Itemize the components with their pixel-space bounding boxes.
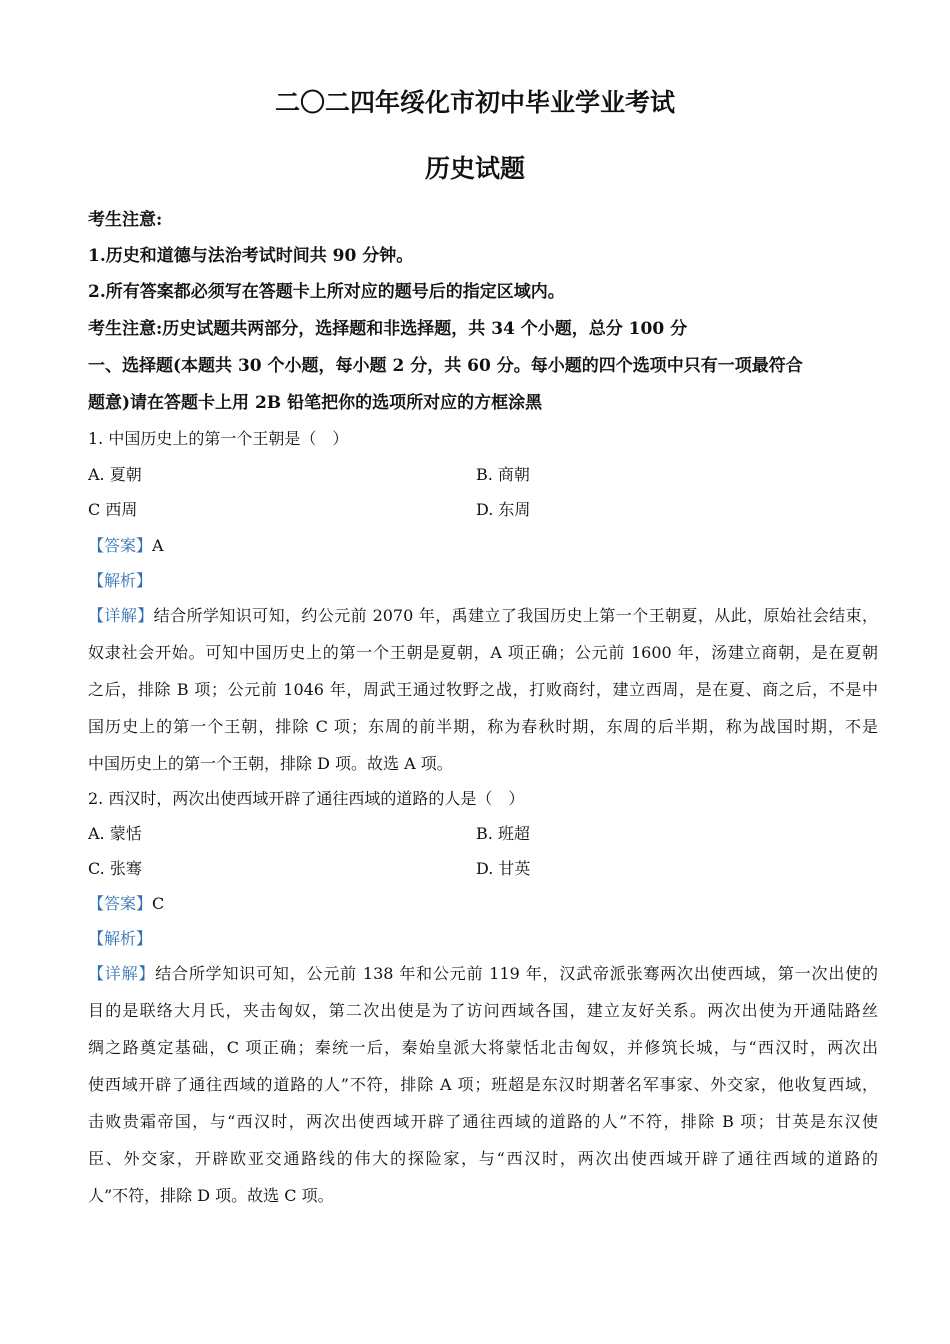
exam-title: 二〇二四年绥化市初中毕业学业考试 [274,88,675,117]
question-1-option-d: D. 东周 [476,500,531,519]
answer-value: C [152,894,165,913]
detail-label: 【详解】 [88,606,154,625]
question-2-option-d: D. 甘英 [476,859,531,878]
question-2-detail-line: 击败贵霜帝国，与“西汉时，两次出使西域开辟了通往西域的道路的人”不符，排除 B 项；甘英是东汉使 [88,1112,878,1131]
question-1-detail-line: 国历史上的第一个王朝，排除 C 项；东周的前半期，称为春秋时期，东周的后半期，称为战国时期，不是 [88,717,878,736]
question-2-detail-line: 使西域开辟了通往西域的道路的人”不符，排除 A 项；班超是东汉时期著名军事家、外交家，他收复西域， [88,1075,878,1094]
analysis-label: 【解析】 [88,929,153,948]
detail-text: 结合所学知识可知，约公元前 2070 年，禹建立了我国历史上第一个王朝夏，从此，原始社会结束， [153,606,878,625]
answer-label: 【答案】 [88,894,153,913]
subject-title: 历史试题 [424,154,525,183]
note-1: 1.历史和道德与法治考试时间共 90 分钟。 [88,246,414,266]
detail-label: 【详解】 [88,964,156,983]
question-2-answer [88,893,878,915]
notes-heading: 考生注意: [88,210,163,230]
question-2-detail-line: 人”不符，排除 D 项。故选 C 项。 [88,1186,334,1205]
question-2-analysis [88,928,878,950]
section-heading-line-2: 题意)请在答题卡上用 2B 铅笔把你的选项所对应的方框涂黑 [88,393,543,413]
question-1-option-a: A. 夏朝 [88,465,142,484]
section-heading-line-1: 一、选择题(本题共 30 个小题，每小题 2 分，共 60 分。每小题的四个选项中只有一项最符合 [88,356,803,376]
question-1-answer [88,535,878,557]
question-1-detail-line: 之后，排除 B 项；公元前 1046 年，周武王通过牧野之战，打败商纣，建立西周，是在夏、商之后，不是中 [88,680,878,699]
question-1-analysis [88,570,878,592]
question-1-detail-line: 中国历史上的第一个王朝，排除 D 项。故选 A 项。 [88,754,453,773]
analysis-label: 【解析】 [88,571,153,590]
question-2-detail-line [88,963,878,985]
question-2-detail-line: 目的是联络大月氏，夹击匈奴，第二次出使是为了访问西域各国，建立友好关系。两次出使为开通陆路丝 [88,1001,878,1020]
question-1-option-b: B. 商朝 [476,465,530,484]
question-2-option-c: C. 张骞 [88,859,142,878]
answer-label: 【答案】 [88,536,153,555]
question-2-option-a: A. 蒙恬 [88,824,142,843]
note-2: 2.所有答案都必须写在答题卡上所对应的题号后的指定区域内。 [88,282,565,302]
answer-value: A [152,536,164,555]
note-3: 考生注意:历史试题共两部分，选择题和非选择题，共 34 个小题，总分 100 分 [88,319,688,339]
question-2-detail-line: 臣、外交家，开辟欧亚交通路线的伟大的探险家，与“西汉时，两次出使西域开辟了通往西域的道路的 [88,1149,878,1168]
detail-text: 结合所学知识可知，公元前 138 年和公元前 119 年，汉武帝派张骞两次出使西域，第一次出使的 [155,964,878,983]
question-2-option-b: B. 班超 [476,824,530,843]
question-1-detail-line [88,605,878,627]
question-2-detail-line: 绸之路奠定基础，C 项正确；秦统一后，秦始皇派大将蒙恬北击匈奴，并修筑长城，与“西汉时，两次出 [88,1038,878,1057]
question-1-stem: 1. 中国历史上的第一个王朝是（ ） [88,429,349,448]
question-2-stem: 2. 西汉时，两次出使西域开辟了通往西域的道路的人是（ ） [88,789,525,808]
question-1-detail-line: 奴隶社会开始。可知中国历史上的第一个王朝是夏朝，A 项正确；公元前 1600 年，汤建立商朝，是在夏朝 [88,643,878,662]
question-1-option-c: C 西周 [88,500,138,519]
